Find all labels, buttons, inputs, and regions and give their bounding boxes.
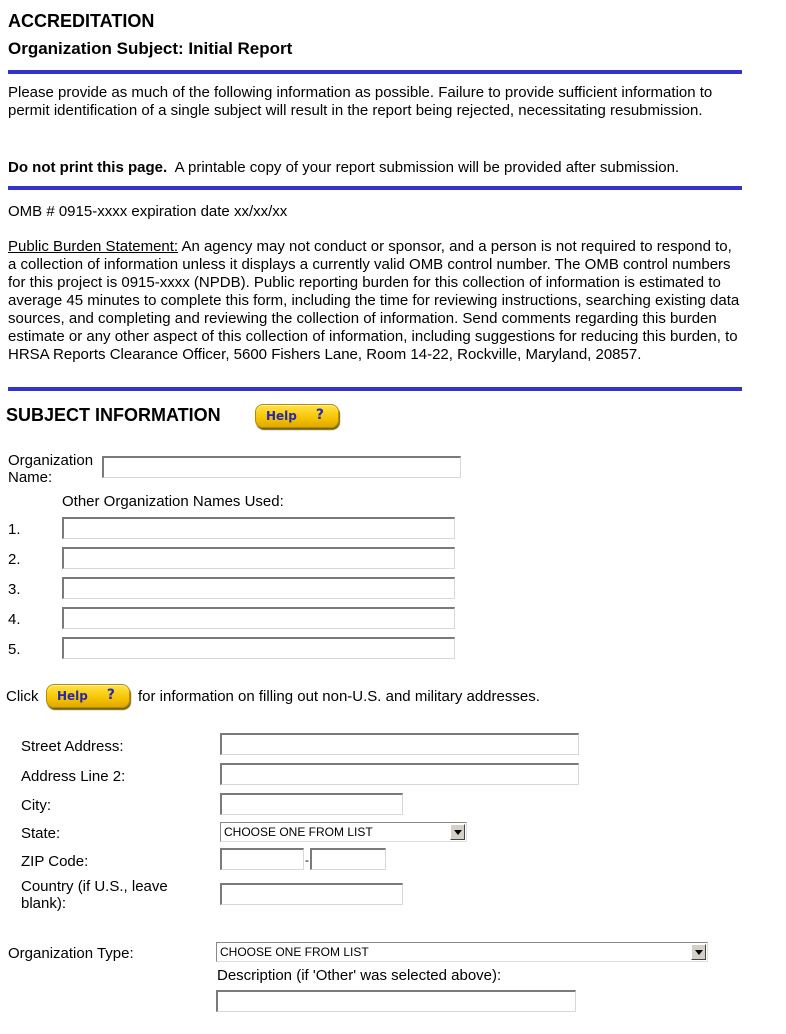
other-name-input-3[interactable] — [62, 577, 455, 599]
burden-label: Public Burden Statement: — [8, 238, 179, 255]
help-button[interactable] — [255, 404, 339, 428]
country-input[interactable] — [220, 883, 403, 905]
zip-label: ZIP Code: — [21, 853, 89, 870]
other-name-input-2[interactable] — [62, 547, 455, 569]
chevron-down-icon[interactable] — [450, 824, 465, 840]
description-input[interactable] — [216, 990, 576, 1012]
other-name-num: 1. — [8, 521, 21, 538]
page-subtitle: Organization Subject: Initial Report — [8, 39, 293, 58]
address-help-prefix: Click — [6, 688, 39, 705]
print-notice — [8, 159, 743, 177]
org-type-selected-value: CHOOSE ONE FROM LIST — [220, 945, 369, 959]
print-notice-bold: Do not print this page. — [8, 159, 168, 176]
other-names-label: Other Organization Names Used: — [62, 493, 284, 510]
org-name-label — [8, 452, 93, 486]
other-name-num: 2. — [8, 551, 21, 568]
org-name-input[interactable] — [102, 456, 461, 478]
chevron-down-icon[interactable] — [691, 944, 706, 960]
other-name-num: 3. — [8, 581, 21, 598]
omb-line: OMB # 0915-xxxx expiration date xx/xx/xx — [8, 203, 288, 220]
question-icon: ? — [106, 687, 115, 703]
state-label: State: — [21, 825, 61, 842]
divider — [8, 186, 742, 190]
other-name-num: 5. — [8, 641, 21, 658]
org-name-label-line1: Organization — [8, 452, 94, 469]
state-selected-value: CHOOSE ONE FROM LIST — [224, 825, 373, 839]
state-select[interactable] — [220, 822, 467, 842]
other-name-num: 4. — [8, 611, 21, 628]
country-label — [21, 878, 168, 912]
address-help-suffix: for information on filling out non-U.S. and military addresses. — [138, 688, 540, 705]
description-label: Description (if 'Other' was selected above): — [217, 967, 502, 984]
city-label: City: — [21, 797, 51, 814]
intro-paragraph: Please provide as much of the following information as possible. Failure to provide sufficient information to permit identification of a single subject will result in the report being rejected, necessitating resubmission. — [8, 84, 713, 119]
print-notice-text: A printable copy of your report submission will be provided after submission. — [174, 159, 680, 176]
help-label: Help — [57, 689, 88, 703]
street-input[interactable] — [220, 733, 579, 755]
org-type-label: Organization Type: — [8, 945, 134, 962]
section-title: SUBJECT INFORMATION — [6, 405, 221, 425]
zip-extension-input[interactable] — [310, 848, 386, 870]
divider — [8, 387, 742, 391]
line2-label: Address Line 2: — [21, 768, 126, 785]
org-name-label-line2: Name: — [8, 469, 53, 486]
street-label: Street Address: — [21, 738, 124, 755]
org-type-select[interactable] — [216, 942, 708, 962]
help-label: Help — [266, 409, 297, 423]
zip-input[interactable] — [220, 848, 304, 870]
zip-separator: - — [305, 853, 309, 867]
burden-text: An agency may not conduct or sponsor, and a person is not required to respond to, a collection of information unless it displays a currently valid OMB control number. The OMB control numbers for this project is 0915-xxxx (NPDB). Public reporting burden for this collection of information is estimated to average 45 minutes to complete this form, including the time for reviewing instructions, searching existing data sources, and completing and reviewing the collection of information. Send comments regarding this burden estimate or any other aspect of this collection of information, including suggestions for reducing this burden, to HRSA Reports Clearance Officer, 5600 Fishers Lane, Room 14-22, Rockville, Maryland, 20857. — [8, 238, 740, 363]
burden-statement — [8, 238, 743, 364]
other-name-input-1[interactable] — [62, 517, 455, 539]
page-title: ACCREDITATION — [8, 11, 155, 31]
question-icon: ? — [315, 407, 324, 423]
other-name-input-4[interactable] — [62, 607, 455, 629]
other-name-input-5[interactable] — [62, 637, 455, 659]
divider — [8, 70, 742, 74]
address-help-button[interactable] — [46, 684, 130, 708]
country-label-line2: blank): — [21, 895, 67, 912]
city-input[interactable] — [220, 793, 403, 815]
address-line2-input[interactable] — [220, 763, 579, 785]
country-label-line1: Country (if U.S., leave — [21, 878, 168, 895]
